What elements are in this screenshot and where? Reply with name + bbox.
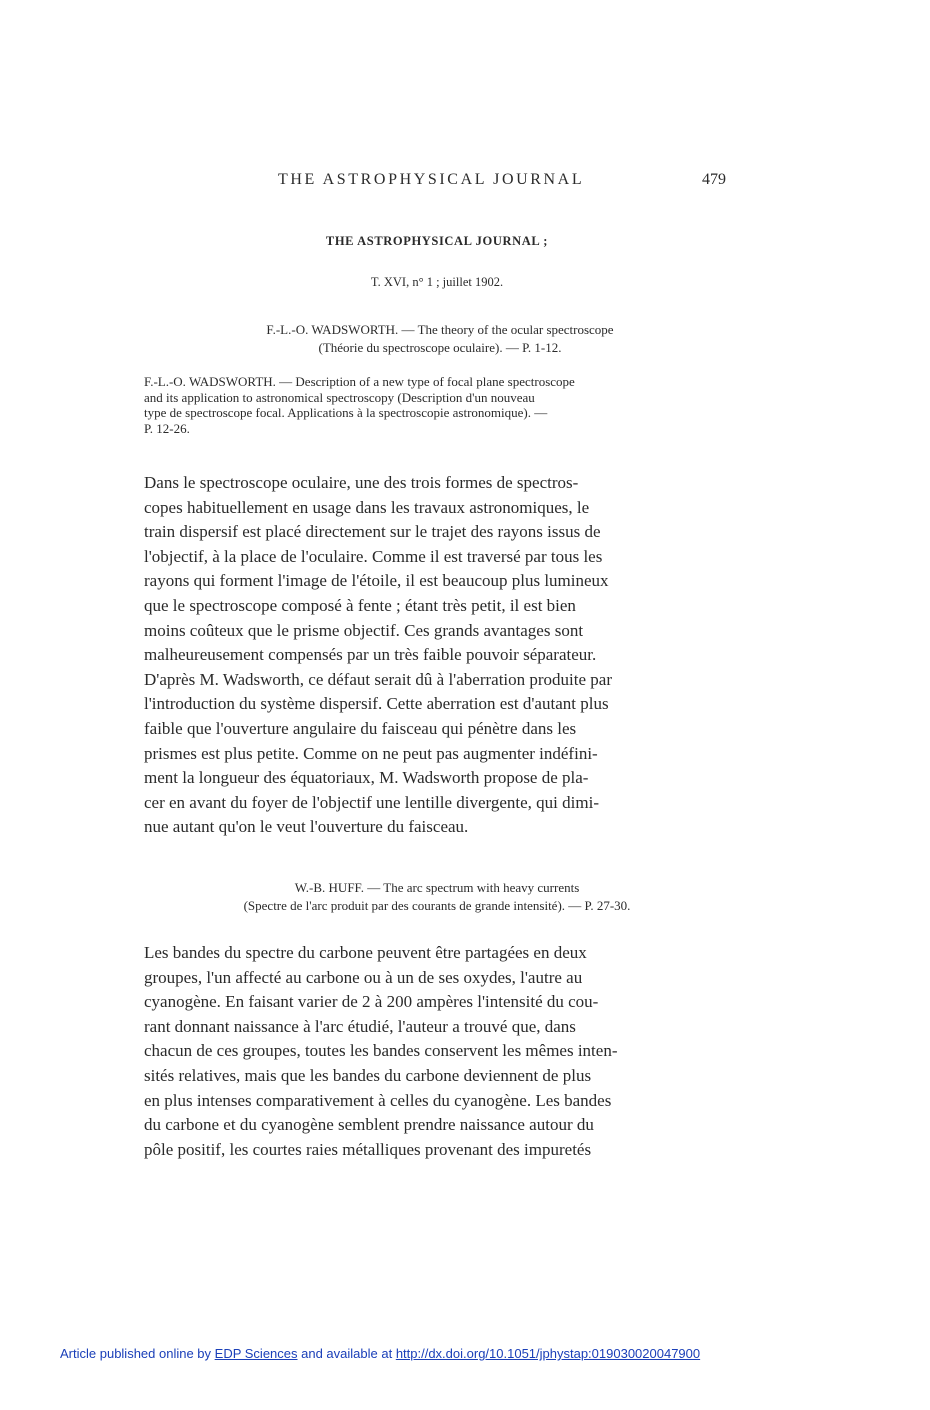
paragraph-line: D'après M. Wadsworth, ce défaut serait dû à l'aberration produite par <box>144 669 612 689</box>
entry-line: (Théorie du spectroscope oculaire). — P. 1-12. <box>318 340 562 355</box>
paragraph-line: ment la longueur des équatoriaux, M. Wadsworth propose de pla- <box>144 768 589 788</box>
paragraph-line: l'objectif, à la place de l'oculaire. Comme il est traversé par tous les <box>144 546 603 566</box>
entry-line: and its application to astronomical spectroscopy (Description d'un nouveau <box>144 389 535 405</box>
bibliographic-entry-2 <box>144 374 730 436</box>
paragraph-line: moins coûteux que le prisme objectif. Ces grands avantages sont <box>144 620 584 640</box>
paragraph-line: l'introduction du système dispersif. Cette aberration est d'autant plus <box>144 694 609 714</box>
paragraph-line: en plus intenses comparativement à celles du cyanogène. Les bandes <box>144 1090 612 1110</box>
paragraph-line: cer en avant du foyer de l'objectif une lentille divergente, qui dimi- <box>144 792 599 812</box>
running-title: THE ASTROPHYSICAL JOURNAL <box>278 171 585 188</box>
paragraph-line: chacun de ces groupes, toutes les bandes conservent les mêmes inten- <box>144 1041 618 1061</box>
entry-line: W.-B. HUFF. — The arc spectrum with heavy currents <box>294 880 580 895</box>
issue-line: T. XVI, n° 1 ; juillet 1902. <box>370 275 504 289</box>
entry-line: type de spectroscope focal. Applications à la spectroscopie astronomique). — <box>144 405 548 420</box>
paragraph-line: rayons qui forment l'image de l'étoile, il est beaucoup plus lumineux <box>144 571 609 591</box>
bibliographic-entry-3 <box>144 879 730 915</box>
abstract-paragraph-1 <box>144 471 730 840</box>
paragraph-line: copes habituellement en usage dans les travaux astronomiques, le <box>144 497 590 517</box>
paragraph-line: nue autant qu'on le veut l'ouverture du faisceau. <box>144 817 469 837</box>
footer-prefix: Article published online by <box>60 1346 215 1361</box>
paragraph-line: cyanogène. En faisant varier de 2 à 200 ampères l'intensité du cou- <box>144 992 599 1012</box>
paragraph-line: Les bandes du spectre du carbone peuvent être partagées en deux <box>144 943 587 962</box>
paragraph-line: train dispersif est placé directement sur le trajet des rayons issus de <box>144 522 601 542</box>
entry-line: P. 12-26. <box>144 420 190 436</box>
bibliographic-entry-1 <box>200 321 680 357</box>
publisher-link[interactable]: EDP Sciences <box>214 1346 298 1361</box>
page-number: 479 <box>702 171 726 188</box>
paragraph-line: groupes, l'un affecté au carbone ou à un de ses oxydes, l'autre au <box>144 967 583 987</box>
publication-footer <box>60 1346 870 1361</box>
footer-middle: and available at <box>297 1346 396 1361</box>
abstract-paragraph-2 <box>144 941 730 1162</box>
doi-link[interactable]: http://dx.doi.org/10.1051/jphystap:019030020047900 <box>395 1346 701 1361</box>
entry-line: (Spectre de l'arc produit par des courants de grande intensité). — P. 27-30. <box>243 898 631 913</box>
paragraph-line: malheureusement compensés par un très faible pouvoir séparateur. <box>144 645 597 665</box>
paragraph-line: sités relatives, mais que les bandes du carbone deviennent de plus <box>144 1065 592 1085</box>
running-head <box>144 171 730 195</box>
paragraph-line: rant donnant naissance à l'arc étudié, l'auteur a trouvé que, dans <box>144 1016 576 1036</box>
paragraph-line: du carbone et du cyanogène semblent prendre naissance autour du <box>144 1115 594 1135</box>
entry-line: F.-L.-O. WADSWORTH. — The theory of the ocular spectroscope <box>266 322 614 337</box>
paragraph-line: que le spectroscope composé à fente ; étant très petit, il est bien <box>144 595 576 615</box>
paragraph-line: pôle positif, les courtes raies métalliques provenant des impuretés <box>144 1139 592 1159</box>
journal-heading: THE ASTROPHYSICAL JOURNAL ; <box>325 234 549 248</box>
paragraph-line: Dans le spectroscope oculaire, une des trois formes de spectros- <box>144 473 579 492</box>
entry-line: F.-L.-O. WADSWORTH. — Description of a new type of focal plane spectroscope <box>144 374 575 389</box>
paragraph-line: prismes est plus petite. Comme on ne peut pas augmenter indéfini- <box>144 743 598 763</box>
paragraph-line: faible que l'ouverture angulaire du faisceau qui pénètre dans les <box>144 718 577 738</box>
